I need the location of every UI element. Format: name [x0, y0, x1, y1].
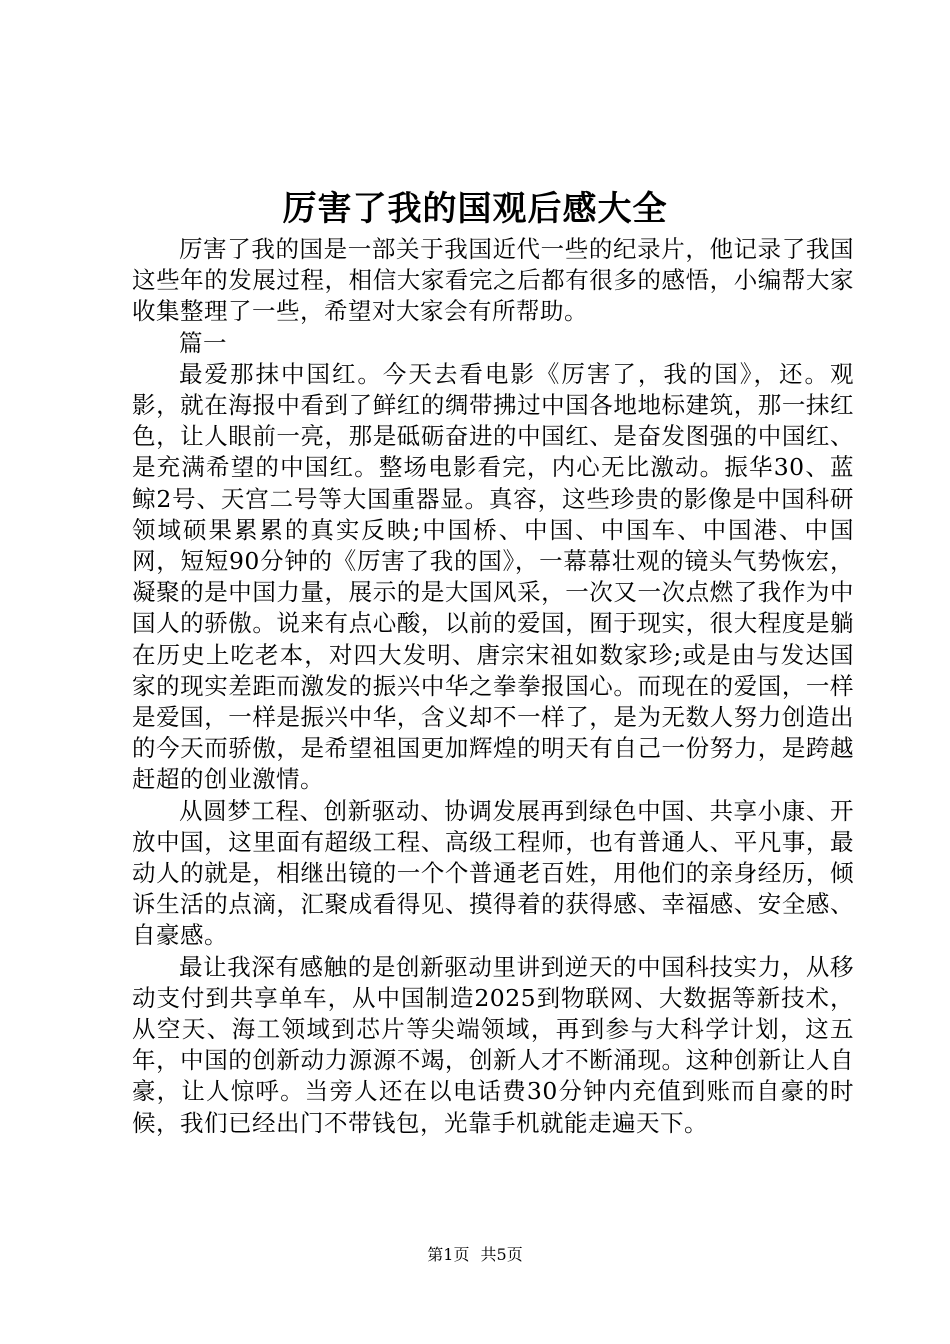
- document-body: [132, 234, 854, 1139]
- paragraph-body: 最让我深有感触的是创新驱动里讲到逆天的中国科技实力，从移动支付到共享单车，从中国制造2025到物联网、大数据等新技术，从空天、海工领域到芯片等尖端领域，再到参与大科学计划，这五年，中国的创新动力源源不竭，创新人才不断涌现。这种创新让人自豪，让人惊呼。当旁人还在以电话费30分钟内充值到账而自豪的时候，我们已经出门不带钱包，光靠手机就能走遍天下。: [132, 952, 854, 1137]
- page-total: 共5页: [480, 1245, 523, 1264]
- document-title: 厉害了我的国观后感大全: [282, 189, 668, 229]
- paragraph-body: 最爱那抹中国红。今天去看电影《厉害了，我的国》，还。观影，就在海报中看到了鲜红的绸带拂过中国各地地标建筑，那一抹红色，让人眼前一亮，那是砥砺奋进的中国红、是奋发图强的中国红、是充满希望的中国红。整场电影看完，内心无比激动。振华30、蓝鲸2号、天宫二号等大国重器显。真容，这些珍贵的影像是中国科研领域硕果累累的真实反映;中国桥、中国、中国车、中国港、中国网，短短90分钟的《厉害了我的国》，一幕幕壮观的镜头气势恢宏，凝聚的是中国力量，展示的是大国风采，一次又一次点燃了我作为中国人的骄傲。说来有点心酸，以前的爱国，囿于现实，很大程度是躺在历史上吃老本，对四大发明、唐宗宋祖如数家珍;或是由与发达国家的现实差距而激发的振兴中华之拳拳报国心。而现在的爱国，一样是爱国，一样是振兴中华，含义却不一样了，是为无数人努力创造出的今天而骄傲，是希望祖国更加辉煌的明天有自己一份努力，是跨越赶超的创业激情。: [132, 359, 854, 794]
- section-heading-part-one: 篇一: [179, 328, 227, 357]
- page-footer: [0, 1244, 950, 1266]
- paragraph-intro: 厉害了我的国是一部关于我国近代一些的纪录片，他记录了我国这些年的发展过程，相信大家看完之后都有很多的感悟，小编帮大家收集整理了一些，希望对大家会有所帮助。: [132, 235, 854, 326]
- paragraph-body: 从圆梦工程、创新驱动、协调发展再到绿色中国、共享小康、开放中国，这里面有超级工程、高级工程师，也有普通人、平凡事，最动人的就是，相继出镜的一个个普通老百姓，用他们的亲身经历，倾诉生活的点滴，汇聚成看得见、摸得着的获得感、幸福感、安全感、自豪感。: [132, 796, 854, 950]
- page-number: 第1页: [427, 1245, 470, 1264]
